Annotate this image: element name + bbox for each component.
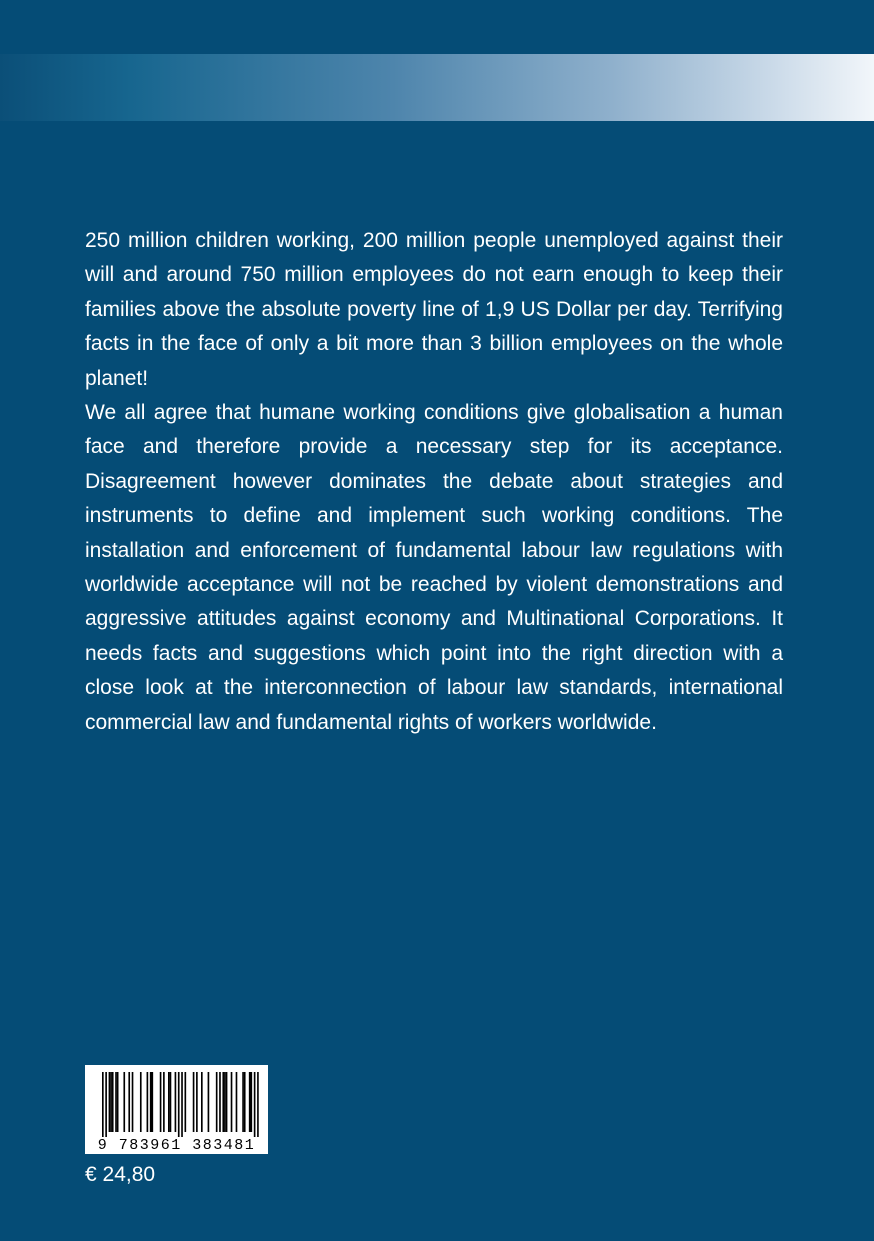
price-label: € 24,80 (85, 1163, 156, 1186)
barcode-bar (178, 1072, 180, 1137)
barcode-bar (254, 1072, 256, 1137)
barcode-bar (236, 1072, 238, 1132)
isbn-barcode (85, 1065, 268, 1154)
barcode-bar (222, 1072, 224, 1132)
barcode-bar (123, 1072, 125, 1132)
barcode-bar (242, 1072, 244, 1132)
barcode-digits: 9 783961 383481 (97, 1137, 256, 1154)
barcode-bar (109, 1072, 111, 1132)
barcode-bar (152, 1072, 154, 1132)
barcode-bar (163, 1072, 165, 1132)
barcode-bar (185, 1072, 187, 1132)
blurb-paragraph-2: We all agree that humane working conditions give globalisation a human face and therefore provide a necessary step for its acceptance. Disagreement however dominates the debate about strategies and instruments to define and implement such working conditions. The installation and enforcement of fundamental labour law regulations with worldwide acceptance will not be reached by violent demonstrations and aggressive attitudes against economy and Multinational Corporations. It needs facts and suggestions which point into the right direction with a close look at the interconnection of labour law standards, international commercial law and fundamental rights of workers worldwide. (85, 401, 783, 734)
blurb-text (85, 224, 783, 740)
barcode-graphic (85, 1065, 268, 1154)
barcode-bar (102, 1072, 104, 1137)
barcode-bar (160, 1072, 162, 1132)
barcode-bar (231, 1072, 233, 1132)
barcode-bar (257, 1072, 259, 1137)
barcode-bars (102, 1072, 259, 1137)
barcode-bar (110, 1072, 112, 1132)
barcode-bar (224, 1072, 226, 1132)
barcode-bar (140, 1072, 142, 1132)
blurb-paragraph-1: 250 million children working, 200 million people unemployed against their will and around 750 million employees do not earn enough to keep their families above the absolute poverty line of 1,9 US Dollar per day. Terrifying facts in the face of only a bit more than 3 billion employees on the whole planet! (85, 229, 783, 390)
barcode-bar (105, 1072, 107, 1137)
barcode-bar (193, 1072, 195, 1132)
barcode-bar (226, 1072, 228, 1132)
barcode-bar (208, 1072, 210, 1132)
barcode-bar (150, 1072, 152, 1132)
barcode-bar (117, 1072, 119, 1132)
barcode-bar (128, 1072, 130, 1132)
barcode-bar (168, 1072, 170, 1132)
barcode-bar (115, 1072, 117, 1132)
barcode-bar (170, 1072, 172, 1132)
barcode-bar (244, 1072, 246, 1132)
barcode-bar (181, 1072, 183, 1137)
barcode-bar (147, 1072, 149, 1132)
gradient-band (0, 54, 874, 121)
barcode-bar (249, 1072, 251, 1132)
barcode-bar (132, 1072, 134, 1132)
barcode-bar (201, 1072, 203, 1132)
barcode-bar (219, 1072, 221, 1132)
barcode-bar (112, 1072, 114, 1132)
barcode-bar (175, 1072, 177, 1132)
barcode-bar (251, 1072, 253, 1132)
barcode-bar (216, 1072, 218, 1132)
barcode-bar (196, 1072, 198, 1132)
